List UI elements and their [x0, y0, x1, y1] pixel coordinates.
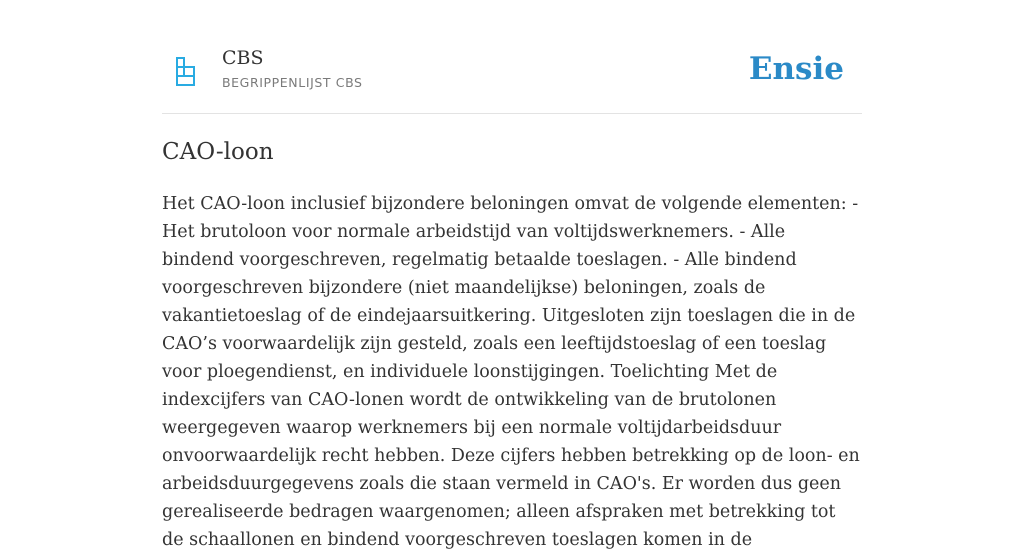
site-subtitle[interactable]: BEGRIPPENLIJST CBS: [222, 75, 363, 90]
header: [162, 0, 862, 114]
ensie-brand-link[interactable]: Ensie: [748, 51, 844, 87]
page-title: CAO-loon: [162, 139, 274, 165]
definition-text: Het CAO-loon inclusief bijzondere beloningen omvat de volgende elementen: - Het brutoloon voor normale arbeidstijd van voltijdswerknemers. - Alle bindend voorgeschreven, regelmatig betaalde toeslagen. - Alle bindend voorgeschreven bijzondere (niet maandelijkse) beloningen, zoals de vakantietoeslag of de eindejaarsuitkering. Uitgesloten zijn toeslagen die in de CAO’s voorwaardelijk zijn gesteld, zoals een leeftijdstoeslag of een toeslag voor ploegendienst, en individuele loonstijgingen. Toelichting Met de indexcijfers van CAO-lonen wordt de ontwikkeling van de brutolonen weergegeven waarop werknemers bij een normale voltijdarbeidsduur onvoorwaardelijk recht hebben. Deze cijfers hebben betrekking op de loon- en arbeidsduurgegevens zoals die staan vermeld in CAO's. Er worden dus geen gerealiseerde bedragen waargenomen; alleen afspraken met betrekking tot de schaallonen en bindend voorgeschreven toeslagen komen in de: [162, 194, 860, 550]
cbs-logo-icon[interactable]: [176, 57, 196, 86]
content-container: [162, 0, 862, 550]
site-name[interactable]: CBS: [222, 47, 264, 69]
